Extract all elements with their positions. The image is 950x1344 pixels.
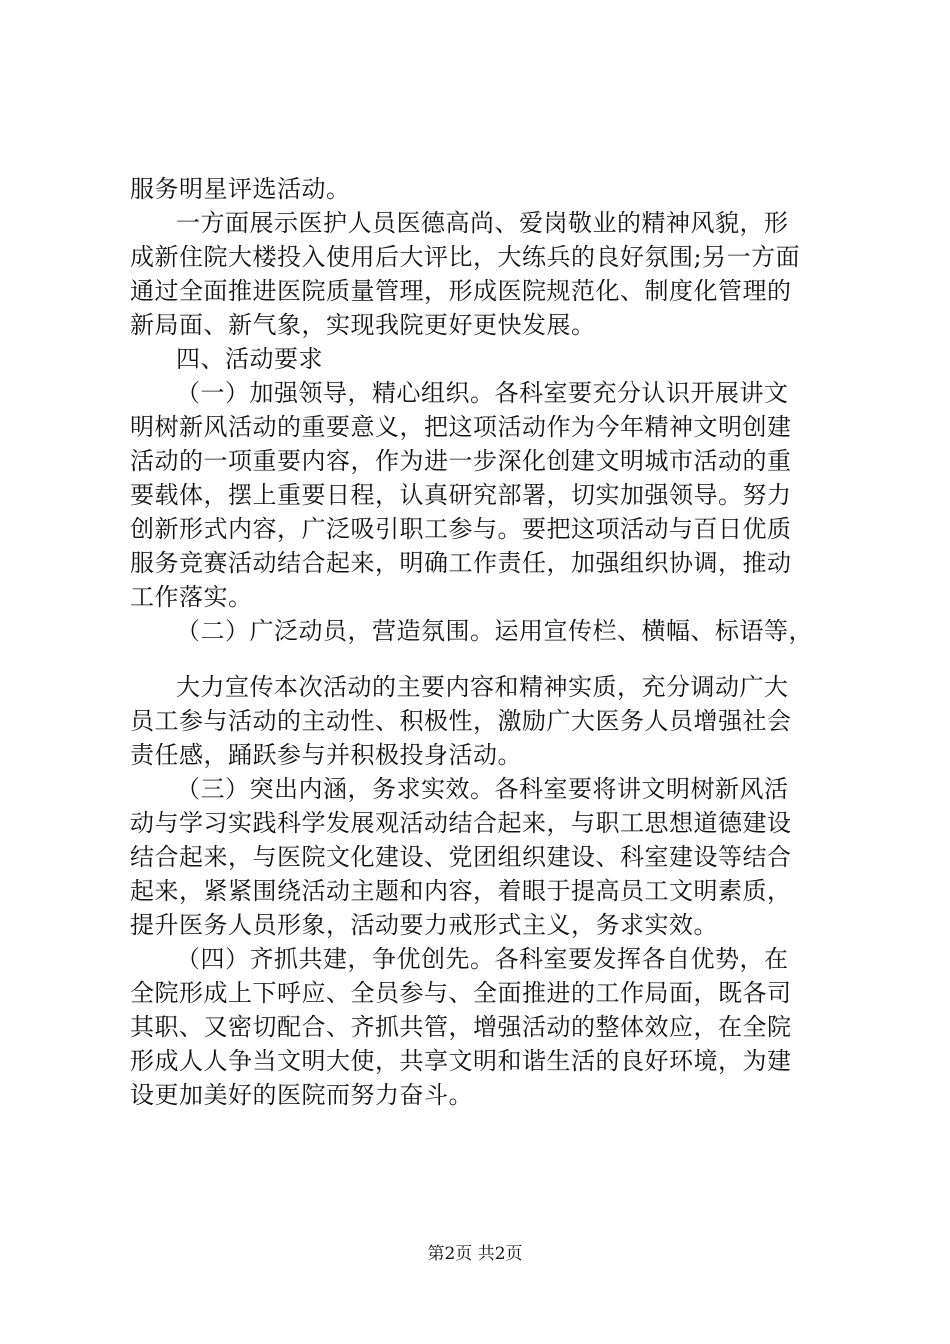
paragraph-line: 明树新风活动的重要意义，把这项活动作为今年精神文明创建: [130, 413, 792, 441]
paragraph-line: 服务明星评选活动。: [130, 175, 351, 203]
paragraph-line: （四）齐抓共建，争优创先。各科室要发挥各自优势，在: [176, 945, 789, 973]
page-number-footer: 第2页 共2页: [427, 1244, 523, 1264]
paragraph-line: 责任感，踊跃参与并积极投身活动。: [130, 741, 522, 769]
paragraph-line: 结合起来，与医院文化建设、党团组织建设、科室建设等结合: [130, 843, 792, 871]
paragraph-line: 新局面、新气象，实现我院更好更快发展。: [130, 311, 596, 339]
paragraph-line: 服务竞赛活动结合起来，明确工作责任，加强组织协调，推动: [130, 549, 792, 577]
paragraph-line: （二）广泛动员，营造氛围。运用宣传栏、横幅、标语等，: [176, 617, 813, 645]
paragraph-line: 动与学习实践科学发展观活动结合起来，与职工思想道德建设: [130, 809, 792, 837]
paragraph-line: 工作落实。: [130, 583, 253, 611]
paragraph-line: 创新形式内容，广泛吸引职工参与。要把这项活动与百日优质: [130, 515, 792, 543]
paragraph-line: 大力宣传本次活动的主要内容和精神实质，充分调动广大: [176, 673, 789, 701]
paragraph-line: 其职、又密切配合、齐抓共管，增强活动的整体效应，在全院: [130, 1013, 792, 1041]
paragraph-line: 要载体，摆上重要日程，认真研究部署，切实加强领导。努力: [130, 481, 792, 509]
paragraph-line: 员工参与活动的主动性、积极性，激励广大医务人员增强社会: [130, 707, 792, 735]
paragraph-line: 成新住院大楼投入使用后大评比，大练兵的良好氛围;另一方面: [130, 243, 801, 271]
paragraph-line: 一方面展示医护人员医德高尚、爱岗敬业的精神风貌，形: [176, 209, 789, 237]
paragraph-line: 活动的一项重要内容，作为进一步深化创建文明城市活动的重: [130, 447, 792, 475]
paragraph-line: 全院形成上下呼应、全员参与、全面推进的工作局面，既各司: [130, 979, 792, 1007]
paragraph-line: 通过全面推进医院质量管理，形成医院规范化、制度化管理的: [130, 277, 792, 305]
paragraph-line: 起来，紧紧围绕活动主题和内容，着眼于提高员工文明素质，: [130, 877, 792, 905]
paragraph-line: （一）加强领导，精心组织。各科室要充分认识开展讲文: [176, 379, 789, 407]
paragraph-line: 设更加美好的医院而努力奋斗。: [130, 1081, 473, 1109]
paragraph-line: （三）突出内涵，务求实效。各科室要将讲文明树新风活: [176, 775, 789, 803]
section-heading: 四、活动要求: [176, 345, 323, 373]
paragraph-line: 提升医务人员形象，活动要力戒形式主义，务求实效。: [130, 911, 718, 939]
paragraph-line: 形成人人争当文明大使，共享文明和谐生活的良好环境，为建: [130, 1047, 792, 1075]
